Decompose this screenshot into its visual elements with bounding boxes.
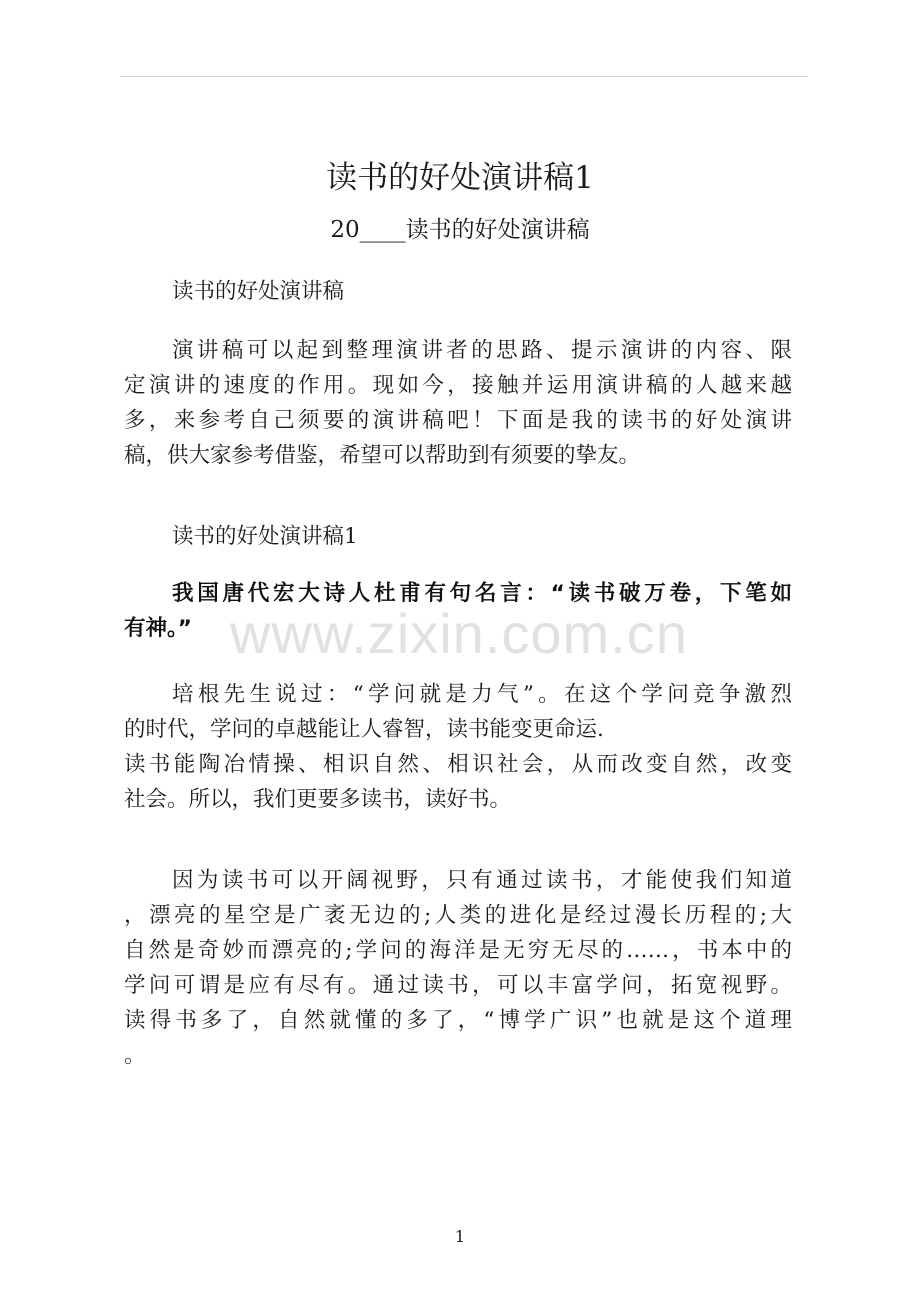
paragraph-line: 读书能陶冶情操、相识自然、相识社会，从而改变自然，改变 — [124, 752, 792, 777]
paragraph-line: 的时代，学问的卓越能让人睿智，读书能变更命运. — [124, 717, 604, 742]
paragraph-line: 多，来参考自己须要的演讲稿吧！下面是我的读书的好处演讲 — [124, 408, 792, 433]
paragraph-line: 读得书多了，自然就懂的多了，“博学广识”也就是这个道理 — [124, 1008, 792, 1033]
paragraph-line: 我国唐代宏大诗人杜甫有句名言：“读书破万卷，下笔如 — [172, 581, 792, 606]
page-number: 1 — [454, 1227, 466, 1246]
body-paragraph-2 — [124, 863, 792, 1073]
section-heading-1: 读书的好处演讲稿1 — [172, 524, 358, 549]
paragraph-line: 演讲稿可以起到整理演讲者的思路、提示演讲的内容、限 — [172, 338, 792, 363]
quote-paragraph — [124, 576, 792, 646]
paragraph-line: 培根先生说过：“学问就是力气”。在这个学问竞争激烈 — [172, 682, 792, 707]
watermark: www.zixin.com.cn — [230, 602, 688, 665]
paragraph-line: 自然是奇妙而漂亮的;学问的海洋是无穷无尽的……，书本中的 — [124, 938, 792, 963]
header-rule — [120, 76, 808, 77]
paragraph-line: 社会。所以，我们更要多读书，读好书。 — [124, 787, 512, 812]
section-heading: 读书的好处演讲稿 — [172, 279, 345, 304]
intro-paragraph — [124, 333, 792, 473]
document-title: 读书的好处演讲稿1 — [326, 160, 594, 196]
paragraph-line: 。 — [124, 1043, 146, 1068]
body-paragraph-1 — [124, 677, 792, 817]
paragraph-line: 稿，供大家参考借鉴，希望可以帮助到有须要的挚友。 — [124, 443, 641, 468]
paragraph-line: 因为读书可以开阔视野，只有通过读书，才能使我们知道 — [172, 868, 792, 893]
paragraph-line: 有神。” — [124, 616, 192, 641]
paragraph-line: 学问可谓是应有尽有。通过读书，可以丰富学问，拓宽视野。 — [124, 973, 792, 998]
paragraph-line: 定演讲的速度的作用。现如今，接触并运用演讲稿的人越来越 — [124, 373, 792, 398]
document-subtitle: 20____读书的好处演讲稿 — [330, 217, 590, 243]
paragraph-line: ，漂亮的星空是广袤无边的;人类的进化是经过漫长历程的;大 — [124, 903, 792, 928]
